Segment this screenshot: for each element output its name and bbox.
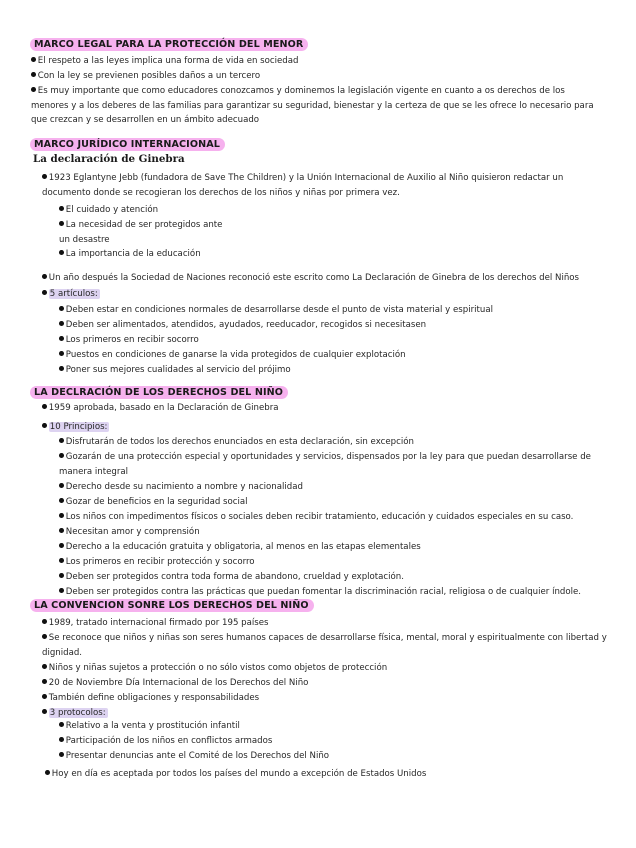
bullet-icon bbox=[42, 619, 47, 624]
principles-label: 10 Principios: bbox=[49, 422, 108, 432]
bullet-icon bbox=[59, 752, 64, 757]
list-item: 1923 Eglantyne Jebb (fundadora de Save The Children) y la Unión Internacional de Auxilio al Niño quisieron redactar un documento donde se recogieran los derechos de los niños y niñas por primera vez. bbox=[42, 173, 564, 198]
bullet-icon bbox=[42, 274, 47, 279]
list-item: Hoy en día es aceptada por todos los países del mundo a excepción de Estados Unidos bbox=[45, 767, 426, 782]
bullet-icon bbox=[42, 290, 47, 295]
bullet-icon bbox=[42, 709, 47, 714]
bullet-icon bbox=[59, 722, 64, 727]
bullet-icon bbox=[31, 57, 36, 62]
bullet-icon bbox=[59, 321, 64, 326]
bullet-icon bbox=[31, 72, 36, 77]
list-item: La importancia de la educación bbox=[59, 247, 201, 262]
list-item: Poner sus mejores cualidades al servicio del prójimo bbox=[59, 363, 291, 378]
bullet-icon bbox=[59, 306, 64, 311]
subtitle-declaracion-ginebra: La declaración de Ginebra bbox=[33, 153, 185, 165]
bullet-icon bbox=[59, 528, 64, 533]
list-item bbox=[42, 287, 100, 302]
list-item: Es muy importante que como educadores conozcamos y dominemos la legislación vigente en cuanto a os derechos de los menores y a los deberes de las familias para garantizar su seguridad, bienestar y la certeza de que se les ofrece lo necesario para que crezcan y se desarrollen en un ámbito adecuado bbox=[31, 86, 594, 125]
bullet-icon bbox=[59, 336, 64, 341]
bullet-icon bbox=[42, 174, 47, 179]
bullet-icon bbox=[42, 664, 47, 669]
list-item: Deben ser alimentados, atendidos, ayudados, reeducador, recogidos si necesitasen bbox=[59, 318, 426, 333]
list-item: Los niños con impedimentos físicos o sociales deben recibir tratamiento, educación y cuidados especiales en su caso. bbox=[59, 510, 573, 525]
bullet-icon bbox=[59, 483, 64, 488]
bullet-icon bbox=[59, 453, 64, 458]
bullet-icon bbox=[59, 513, 64, 518]
section-title-convencion: LA CONVENCION SONRE LOS DERECHOS DEL NIÑO bbox=[30, 599, 314, 612]
list-item: Presentar denuncias ante el Comité de los Derechos del Niño bbox=[59, 749, 329, 764]
bullet-icon bbox=[59, 588, 64, 593]
list-item: Deben ser protegidos contra toda forma de abandono, crueldad y explotación. bbox=[59, 570, 404, 585]
articles-label: 5 artículos: bbox=[49, 289, 98, 299]
list-item: Un año después la Sociedad de Naciones reconoció este escrito como La Declaración de Ginebra de los derechos del Niños bbox=[42, 271, 579, 286]
list-item: 1989, tratado internacional firmado por 195 países bbox=[42, 616, 269, 631]
list-item: Puestos en condiciones de ganarse la vida protegidos de cualquier explotación bbox=[59, 348, 406, 363]
list-item: 20 de Noviembre Día Internacional de los Derechos del Niño bbox=[42, 676, 308, 691]
bullet-icon bbox=[59, 543, 64, 548]
list-item: El cuidado y atención bbox=[59, 203, 158, 218]
list-item: Los primeros en recibir socorro bbox=[59, 333, 199, 348]
bullet-icon bbox=[31, 87, 36, 92]
protocols-label: 3 protocolos: bbox=[49, 708, 106, 718]
list-item: También define obligaciones y responsabilidades bbox=[42, 691, 259, 706]
bullet-icon bbox=[42, 404, 47, 409]
list-item: 1959 aprobada, basado en la Declaración de Ginebra bbox=[42, 401, 279, 416]
list-item: Niños y niñas sujetos a protección o no sólo vistos como objetos de protección bbox=[42, 661, 387, 676]
list-item: Necesitan amor y comprensión bbox=[59, 525, 200, 540]
bullet-icon bbox=[42, 679, 47, 684]
list-item: Deben ser protegidos contra las prácticas que puedan fomentar la discriminación racial, religiosa o de cualquier índole. bbox=[59, 585, 581, 600]
list-item: Gozar de beneficios en la seguridad social bbox=[59, 495, 248, 510]
list-item: El respeto a las leyes implica una forma de vida en sociedad bbox=[31, 54, 299, 69]
list-item: Gozarán de una protección especial y oportunidades y servicios, dispensados por la ley para que puedan desarrollarse de manera integral bbox=[59, 452, 591, 477]
bullet-icon bbox=[59, 366, 64, 371]
bullet-icon bbox=[59, 573, 64, 578]
list-item bbox=[42, 420, 109, 435]
list-item: Derecho a la educación gratuita y obligatoria, al menos en las etapas elementales bbox=[59, 540, 421, 555]
section-title-marco-juridico: MARCO JURÍDICO INTERNACIONAL bbox=[30, 138, 225, 151]
section-title-declaracion: LA DECLRACIÓN DE LOS DERECHOS DEL NIÑO bbox=[30, 386, 288, 399]
bullet-icon bbox=[42, 423, 47, 428]
list-item: Los primeros en recibir protección y socorro bbox=[59, 555, 255, 570]
bullet-icon bbox=[59, 737, 64, 742]
bullet-icon bbox=[42, 694, 47, 699]
list-item: La necesidad de ser protegidos ante un desastre bbox=[59, 220, 223, 245]
list-item: Relativo a la venta y prostitución infantil bbox=[59, 719, 240, 734]
list-item: Disfrutarán de todos los derechos enunciados en esta declaración, sin excepción bbox=[59, 435, 414, 450]
bullet-icon bbox=[59, 250, 64, 255]
section-title-marco-legal: MARCO LEGAL PARA LA PROTECCIÓN DEL MENOR bbox=[30, 38, 308, 51]
bullet-icon bbox=[45, 770, 50, 775]
bullet-icon bbox=[42, 634, 47, 639]
list-item: Con la ley se previenen posibles daños a un tercero bbox=[31, 69, 260, 84]
bullet-icon bbox=[59, 351, 64, 356]
list-item: Participación de los niños en conflictos armados bbox=[59, 734, 272, 749]
bullet-icon bbox=[59, 498, 64, 503]
bullet-icon bbox=[59, 438, 64, 443]
list-item: Deben estar en condiciones normales de desarrollarse desde el punto de vista material y espiritual bbox=[59, 303, 493, 318]
bullet-icon bbox=[59, 206, 64, 211]
bullet-icon bbox=[59, 221, 64, 226]
bullet-icon bbox=[59, 558, 64, 563]
list-item: Derecho desde su nacimiento a nombre y nacionalidad bbox=[59, 480, 303, 495]
list-item: Se reconoce que niños y niñas son seres humanos capaces de desarrollarse física, mental, moral y espiritualmente con libertad y dignidad. bbox=[42, 633, 607, 658]
